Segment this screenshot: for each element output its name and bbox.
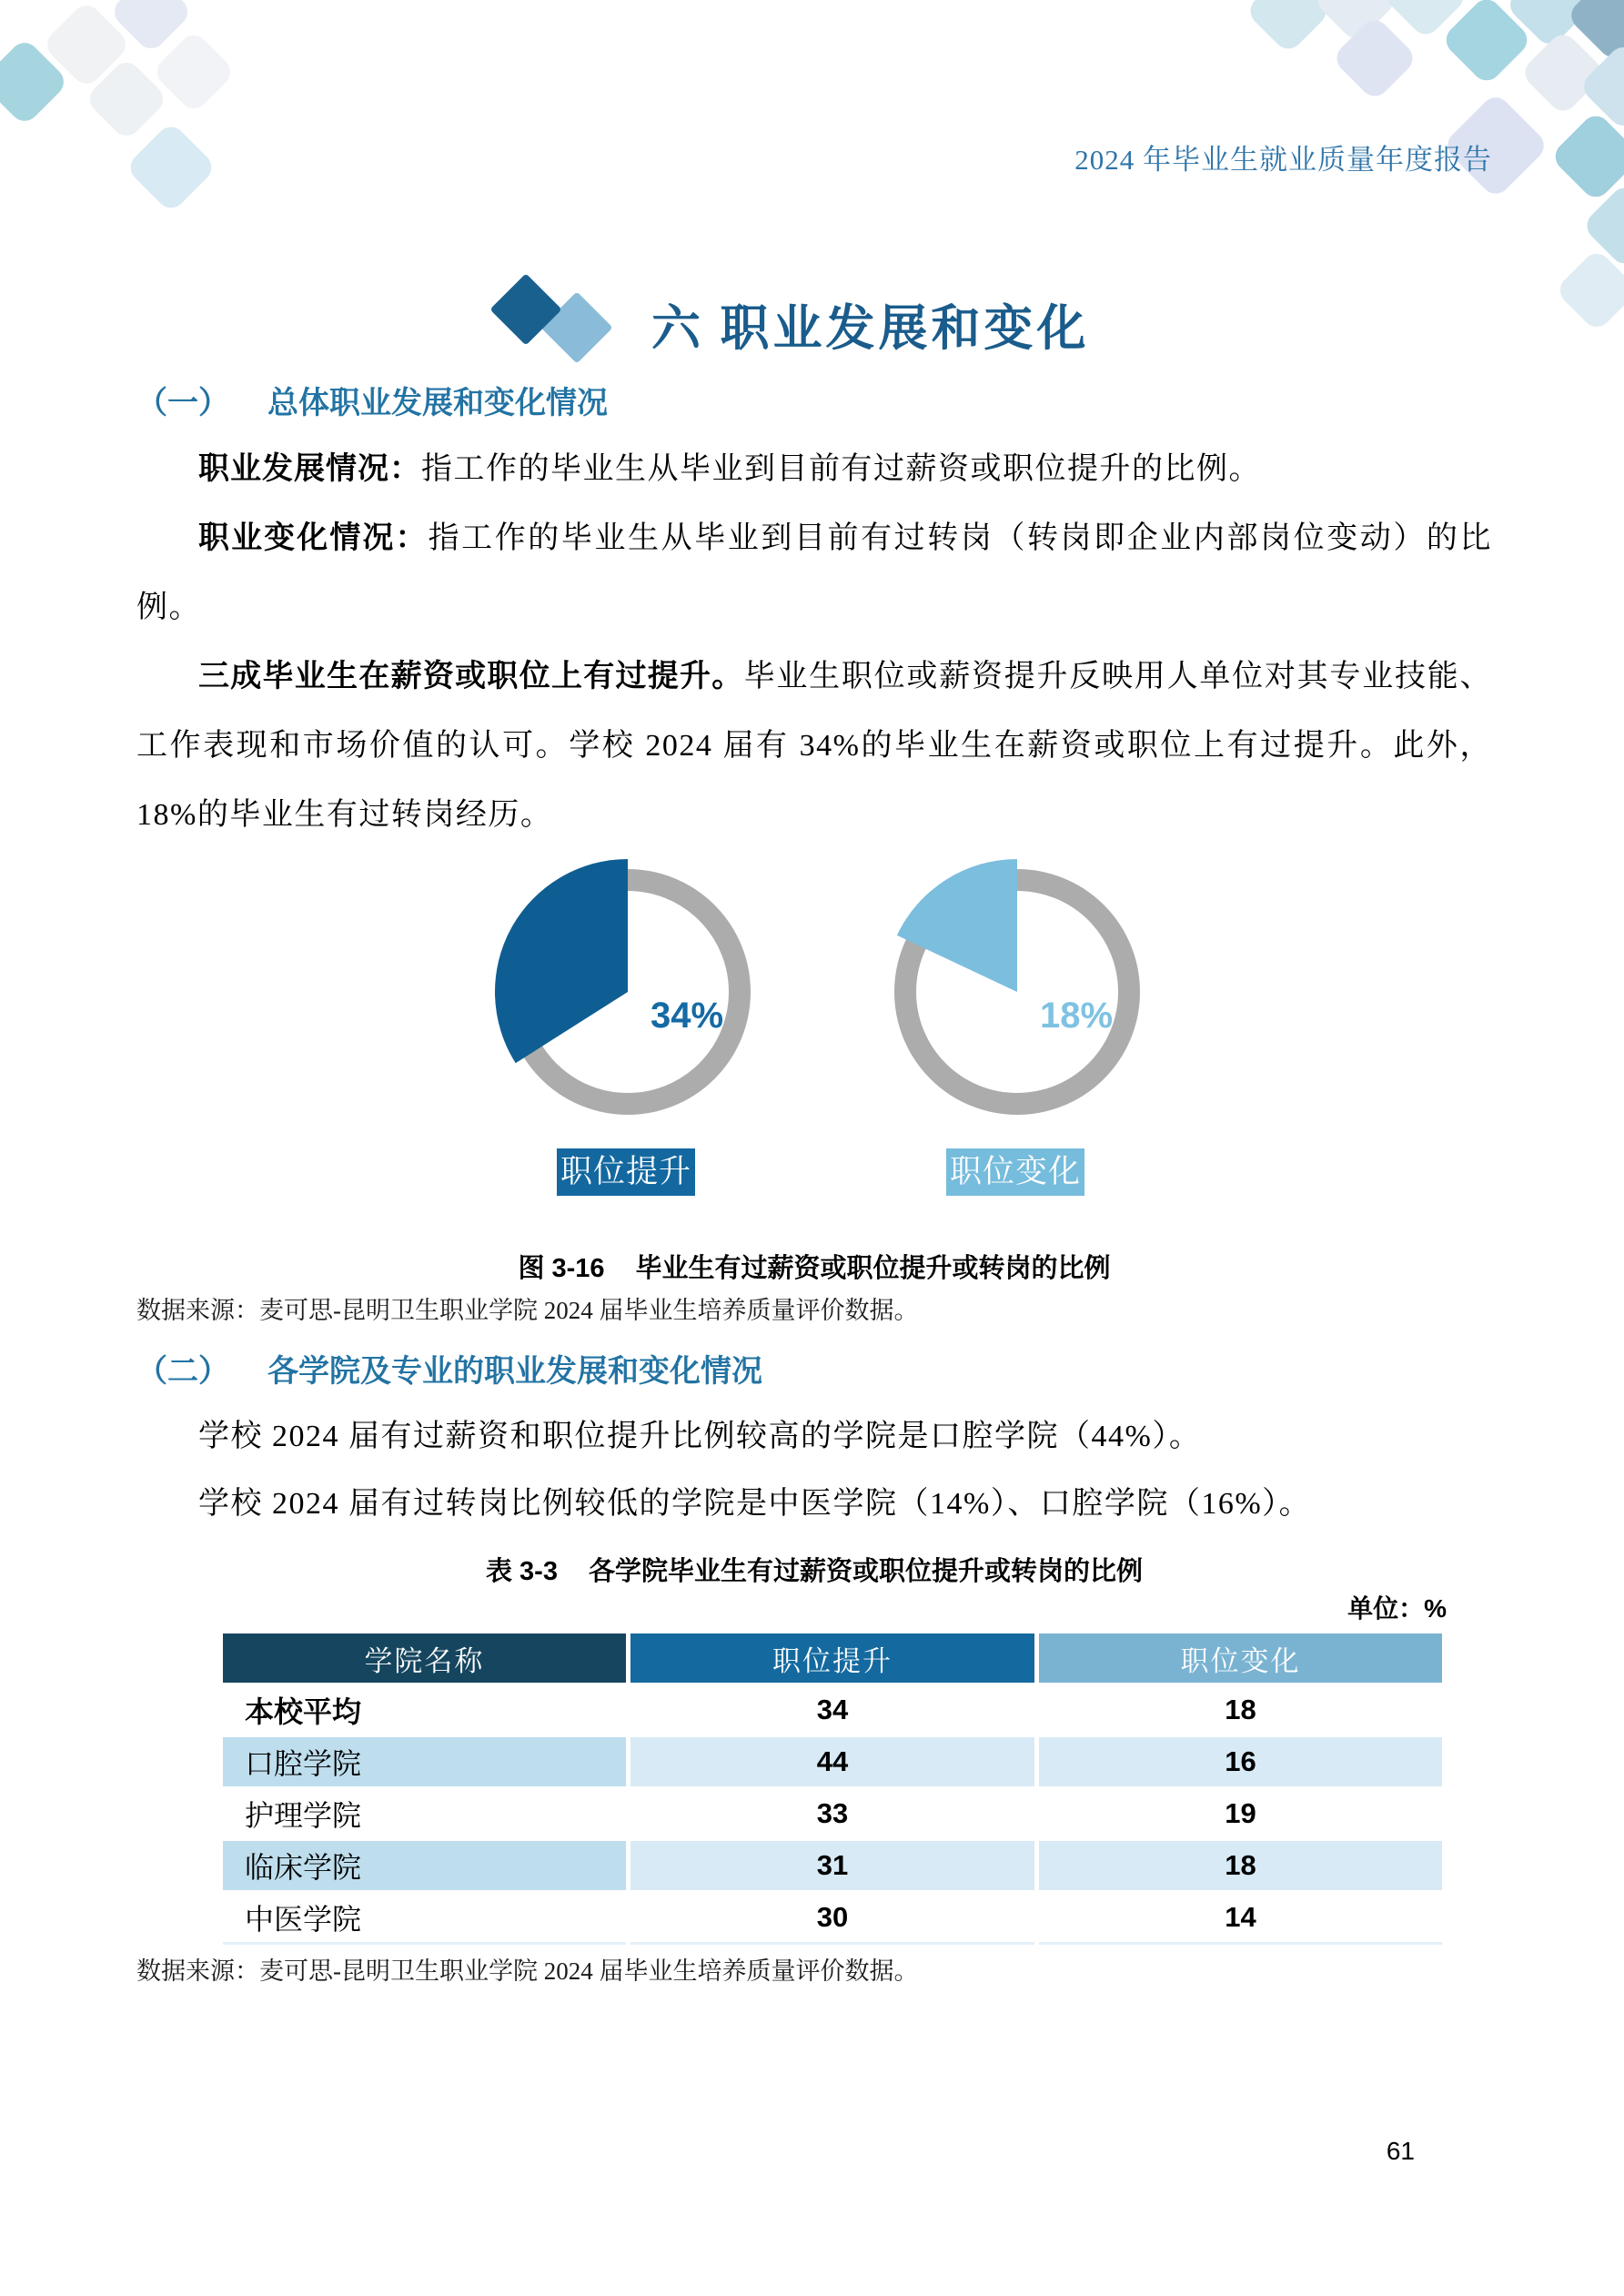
change-value-cell: 14 (1039, 1893, 1442, 1945)
paragraph-college-change: 学校 2024 届有过转岗比例较低的学院是中医学院（14%）、口腔学院（16%）。 (198, 1487, 1312, 1521)
figure-caption-text: 毕业生有过薪资或职位提升或转岗的比例 (635, 1254, 1111, 1283)
donut-chart-group (491, 855, 764, 1201)
paragraph-career-change (136, 504, 1492, 642)
deco-square (1554, 248, 1624, 332)
donut-value: 18% (1039, 996, 1114, 1036)
table-row (223, 1841, 1442, 1890)
deco-square (1245, 0, 1332, 55)
donut-charts-strip (136, 855, 1492, 1212)
promotion-value-cell: 34 (816, 1694, 849, 1725)
college-name-cell: 本校平均 (245, 1695, 362, 1728)
table-row (223, 1737, 1442, 1786)
table-title (136, 1554, 1492, 1589)
donut-label: 职位变化 (946, 1148, 1084, 1196)
college-promotion-table (218, 1631, 1447, 1947)
promotion-value-cell: 30 (630, 1893, 1034, 1945)
college-name-cell: 临床学院 (223, 1841, 626, 1890)
college-name-cell: 口腔学院 (223, 1737, 626, 1786)
promotion-value-cell: 44 (630, 1737, 1034, 1786)
change-value-cell: 16 (1039, 1737, 1442, 1786)
change-value-cell: 19 (1225, 1797, 1256, 1829)
chapter-title: 六 职业发展和变化 (651, 301, 1090, 356)
paragraph-lead: 三成毕业生在薪资或职位上有过提升。 (198, 660, 744, 693)
page-number: 61 (1386, 2137, 1415, 2165)
promotion-value-cell: 31 (630, 1841, 1034, 1890)
paragraph-promotion-summary (136, 642, 1492, 850)
table-unit-label: 单位：% (1347, 1594, 1447, 1623)
section2-number: （二） (136, 1355, 229, 1389)
table-header-row (223, 1633, 1442, 1683)
section1-number: （一） (136, 387, 229, 420)
column-header-promotion: 职位提升 (630, 1633, 1034, 1683)
deco-square (125, 121, 217, 214)
paragraph-text: 毕业生职位或薪资提升反映用人单位对其专业技能、工作表现和市场价值的认可。学校 2024 届有 34%的毕业生在薪资或职位上有过提升。此外，18%的毕业生有过转岗经历。 (136, 660, 1492, 832)
column-header-change: 职位变化 (1039, 1633, 1442, 1683)
figure-number: 图 3-16 (518, 1254, 605, 1283)
donut-chart-group (881, 855, 1154, 1201)
table-title-text: 各学院毕业生有过薪资或职位提升或转岗的比例 (588, 1557, 1143, 1586)
college-name-cell: 中医学院 (223, 1893, 626, 1945)
figure-data-source: 数据来源：麦可思-昆明卫生职业学院 2024 届毕业生培养质量评价数据。 (136, 1297, 919, 1324)
column-header-college: 学院名称 (223, 1633, 626, 1683)
college-name-cell: 护理学院 (245, 1799, 362, 1832)
paragraph-lead: 职业变化情况： (198, 521, 429, 555)
table-body (223, 1685, 1442, 1945)
change-value-cell: 18 (1039, 1841, 1442, 1890)
section1-heading (136, 382, 1492, 426)
donut-value: 34% (650, 996, 724, 1036)
paragraph-text: 指工作的毕业生从毕业到目前有过转岗（转岗即企业内部岗位变动）的比例。 (136, 521, 1493, 624)
paragraph-lead: 职业发展情况： (198, 452, 421, 486)
table-number: 表 3-3 (486, 1557, 558, 1586)
donut-label: 职位提升 (557, 1148, 695, 1196)
paragraph-text: 指工作的毕业生从毕业到目前有过薪资或职位提升的比例。 (421, 452, 1261, 486)
section2-heading-text: 各学院及专业的职业发展和变化情况 (267, 1355, 762, 1389)
deco-square (1549, 110, 1624, 203)
section2-heading (136, 1350, 1492, 1394)
table-header (223, 1633, 1442, 1683)
figure-caption (136, 1250, 1492, 1287)
table-row (223, 1685, 1442, 1735)
change-value-cell: 18 (1225, 1694, 1256, 1725)
table-row (223, 1789, 1442, 1838)
deco-square (151, 29, 236, 114)
paragraph-career-development (136, 435, 1492, 504)
chapter-logo-diamonds-icon (489, 273, 635, 373)
page-header-title: 2024 年毕业生就业质量年度报告 (1074, 144, 1492, 176)
table-row (223, 1893, 1442, 1945)
table-data-source: 数据来源：麦可思-昆明卫生职业学院 2024 届毕业生培养质量评价数据。 (136, 1957, 919, 1985)
section1-heading-text: 总体职业发展和变化情况 (267, 387, 608, 420)
page-content (136, 382, 1492, 1988)
paragraph-college-promotion: 学校 2024 届有过薪资和职位提升比例较高的学院是口腔学院（44%）。 (198, 1420, 1202, 1453)
promotion-value-cell: 33 (816, 1797, 849, 1829)
